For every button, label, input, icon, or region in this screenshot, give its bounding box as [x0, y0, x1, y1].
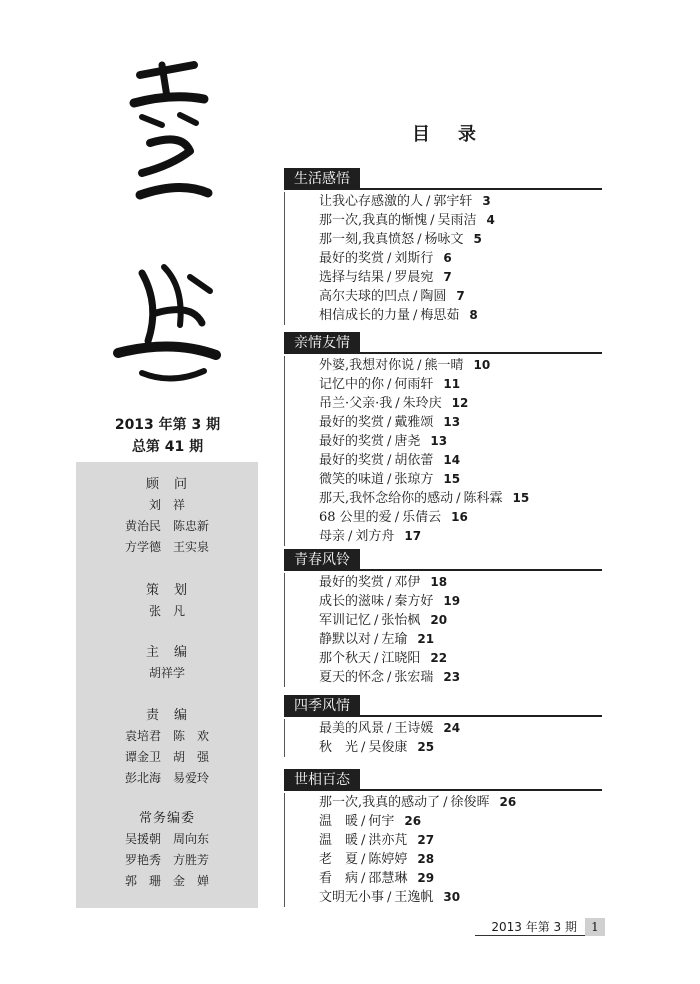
entry-author: 陶圆 — [420, 289, 447, 304]
staff-group-chief-editor — [76, 642, 258, 684]
entry-page: 26 — [404, 814, 422, 828]
entry-title: 秋 光 — [319, 740, 359, 755]
entry-title: 母亲 — [319, 529, 346, 544]
entry-page: 3 — [482, 194, 491, 208]
entry-list — [284, 192, 602, 325]
staff-names: 罗艳秀 方胜芳 — [124, 853, 209, 867]
toc-entry[interactable] — [319, 230, 602, 249]
toc-entry[interactable] — [319, 375, 602, 394]
entry-separator: / — [387, 453, 392, 468]
toc-heading — [412, 120, 504, 146]
entry-page: 21 — [417, 632, 435, 646]
entry-title: 记忆中的你 — [319, 377, 385, 392]
entry-separator: / — [387, 377, 392, 392]
entry-list — [284, 573, 602, 687]
toc-heading-char: 录 — [458, 124, 478, 145]
entry-list — [284, 793, 602, 907]
entry-title: 文明无小事 — [319, 890, 385, 905]
entry-separator: / — [361, 740, 366, 755]
toc-entry[interactable] — [319, 611, 602, 630]
entry-author: 熊一晴 — [424, 358, 464, 373]
footer-rule — [475, 935, 585, 936]
entry-separator: / — [374, 613, 379, 628]
entry-title: 吊兰·父亲·我 — [319, 396, 393, 411]
entry-author: 朱玲庆 — [402, 396, 442, 411]
entry-author: 王诗媛 — [394, 721, 434, 736]
entry-page: 29 — [417, 871, 435, 885]
staff-group-advisors — [76, 474, 258, 558]
entry-page: 15 — [512, 491, 530, 505]
entry-separator: / — [413, 308, 418, 323]
entry-title: 最好的奖赏 — [319, 575, 385, 590]
entry-title: 让我心存感激的人 — [319, 194, 424, 209]
entry-page: 28 — [417, 852, 435, 866]
entry-author: 张怡枫 — [381, 613, 421, 628]
section-header — [282, 332, 602, 354]
entry-separator: / — [417, 358, 422, 373]
toc-entry[interactable] — [319, 356, 602, 375]
entry-separator: / — [361, 871, 366, 886]
entry-title: 看 病 — [319, 871, 359, 886]
issue-number: 2013 年第 3 期 — [114, 417, 221, 433]
entry-title: 选择与结果 — [319, 270, 385, 285]
entry-title: 温 暖 — [319, 814, 359, 829]
entry-title: 那天,我怀念给你的感动 — [319, 491, 454, 506]
entry-author: 陈科霖 — [463, 491, 503, 506]
entry-page: 19 — [443, 594, 461, 608]
entry-title: 静默以对 — [319, 632, 372, 647]
entry-separator: / — [426, 194, 431, 209]
entry-title: 微笑的味道 — [319, 472, 385, 487]
entry-author: 左瑜 — [381, 632, 408, 647]
entry-title: 军训记忆 — [319, 613, 372, 628]
entry-author: 王逸帆 — [394, 890, 434, 905]
entry-page: 15 — [443, 472, 461, 486]
toc-entry[interactable] — [319, 831, 602, 850]
toc-entry[interactable] — [319, 812, 602, 831]
page-footer — [475, 918, 605, 936]
entry-separator: / — [374, 632, 379, 647]
entry-page: 5 — [473, 232, 482, 246]
entry-author: 刘方舟 — [355, 529, 395, 544]
entry-title: 最美的风景 — [319, 721, 385, 736]
entry-page: 17 — [404, 529, 422, 543]
page-number: 1 — [585, 918, 605, 936]
toc-entry[interactable] — [319, 508, 602, 527]
toc-section — [282, 168, 602, 325]
toc-entry[interactable] — [319, 850, 602, 869]
entry-author: 戴雅颂 — [394, 415, 434, 430]
toc-entry[interactable] — [319, 192, 602, 211]
toc-entry[interactable] — [319, 306, 602, 325]
entry-separator: / — [395, 396, 400, 411]
section-header — [282, 168, 602, 190]
entry-page: 12 — [451, 396, 469, 410]
toc-entry[interactable] — [319, 249, 602, 268]
staff-group-title: 顾 问 — [145, 477, 188, 492]
entry-author: 刘斯行 — [394, 251, 434, 266]
issue-info — [80, 414, 255, 458]
toc-entry[interactable] — [319, 592, 602, 611]
entry-list — [284, 719, 602, 757]
toc-entry[interactable] — [319, 489, 602, 508]
entry-author: 胡依蕾 — [394, 453, 434, 468]
entry-title: 外婆,我想对你说 — [319, 358, 415, 373]
entry-author: 梅思茹 — [420, 308, 460, 323]
entry-title: 高尔夫球的凹点 — [319, 289, 411, 304]
toc-entry[interactable] — [319, 470, 602, 489]
entry-separator: / — [387, 575, 392, 590]
entry-author: 秦方好 — [394, 594, 434, 609]
entry-author: 罗晨宛 — [394, 270, 434, 285]
entry-separator: / — [361, 814, 366, 829]
entry-separator: / — [374, 651, 379, 666]
entry-separator: / — [361, 833, 366, 848]
toc-entry[interactable] — [319, 630, 602, 649]
entry-title: 成长的滋味 — [319, 594, 385, 609]
section-label: 亲情友情 — [284, 332, 360, 354]
entry-title: 夏天的怀念 — [319, 670, 385, 685]
entry-separator: / — [387, 472, 392, 487]
entry-separator: / — [413, 289, 418, 304]
section-header — [282, 769, 602, 791]
entry-page: 10 — [473, 358, 491, 372]
entry-separator: / — [430, 213, 435, 228]
entry-title: 最好的奖赏 — [319, 415, 385, 430]
entry-page: 24 — [443, 721, 461, 735]
entry-author: 邵慧琳 — [368, 871, 408, 886]
entry-author: 邓伊 — [394, 575, 421, 590]
entry-page: 23 — [443, 670, 461, 684]
entry-title: 68 公里的爱 — [319, 510, 392, 525]
staff-names: 方学德 王实泉 — [124, 540, 209, 554]
staff-names: 郭 珊 金 婵 — [124, 874, 209, 888]
entry-author: 郭宇轩 — [433, 194, 473, 209]
entry-page: 20 — [430, 613, 448, 627]
footer-issue-text: 2013 年第 3 期 — [491, 920, 577, 934]
entry-page: 27 — [417, 833, 435, 847]
entry-separator: / — [417, 232, 422, 247]
entry-page: 25 — [417, 740, 435, 754]
entry-title: 相信成长的力量 — [319, 308, 411, 323]
entry-page: 13 — [430, 434, 448, 448]
entry-title: 最好的奖赏 — [319, 434, 385, 449]
staff-names: 彭北海 易爱玲 — [124, 771, 209, 785]
toc-entry[interactable] — [319, 793, 602, 812]
staff-names: 胡祥学 — [148, 666, 185, 680]
entry-author: 吴雨洁 — [437, 213, 477, 228]
entry-page: 22 — [430, 651, 448, 665]
entry-author: 洪亦芃 — [368, 833, 408, 848]
toc-section — [282, 769, 602, 907]
staff-group-standing-committee — [76, 808, 258, 892]
section-header — [282, 549, 602, 571]
entry-page: 8 — [469, 308, 478, 322]
toc-heading-char: 目 — [412, 124, 432, 145]
entry-page: 14 — [443, 453, 461, 467]
entry-separator: / — [387, 670, 392, 685]
staff-names: 张 凡 — [148, 604, 185, 618]
section-label: 青春风铃 — [284, 549, 360, 571]
toc-entry[interactable] — [319, 211, 602, 230]
entry-page: 11 — [443, 377, 461, 391]
toc-entry[interactable] — [319, 432, 602, 451]
toc-entry[interactable] — [319, 573, 602, 592]
total-issue-number: 总第 41 期 — [131, 439, 204, 455]
entry-separator: / — [348, 529, 353, 544]
entry-separator: / — [394, 510, 400, 525]
staff-names: 谭金卫 胡 强 — [124, 750, 209, 764]
entry-author: 唐尧 — [394, 434, 421, 449]
entry-separator: / — [387, 594, 392, 609]
toc-section — [282, 695, 602, 757]
entry-separator: / — [387, 415, 392, 430]
staff-group-title: 责 编 — [145, 708, 188, 723]
masthead-logo — [112, 55, 222, 395]
toc-entry[interactable] — [319, 869, 602, 888]
section-label: 四季风情 — [284, 695, 360, 717]
entry-separator: / — [456, 491, 461, 506]
toc-entry[interactable] — [319, 649, 602, 668]
entry-page: 13 — [443, 415, 461, 429]
toc-entry[interactable] — [319, 668, 602, 687]
entry-separator: / — [387, 721, 392, 736]
toc-entry[interactable] — [319, 268, 602, 287]
staff-group-title: 常务编委 — [138, 811, 195, 826]
section-header — [282, 695, 602, 717]
staff-names: 刘 祥 — [148, 498, 185, 512]
toc-section — [282, 332, 602, 546]
entry-page: 26 — [499, 795, 517, 809]
entry-separator: / — [387, 251, 392, 266]
staff-group-title: 主 编 — [145, 645, 188, 660]
entry-title: 那一刻,我真愤怒 — [319, 232, 415, 247]
section-label: 生活感悟 — [284, 168, 360, 190]
toc-section — [282, 549, 602, 687]
entry-title: 那个秋天 — [319, 651, 372, 666]
entry-page: 18 — [430, 575, 448, 589]
entry-page: 30 — [443, 890, 461, 904]
staff-group-title: 策 划 — [145, 583, 188, 598]
entry-separator: / — [387, 434, 392, 449]
entry-title: 温 暖 — [319, 833, 359, 848]
entry-separator: / — [443, 795, 448, 810]
entry-page: 6 — [443, 251, 452, 265]
entry-separator: / — [361, 852, 366, 867]
entry-list — [284, 356, 602, 546]
entry-title: 老 夏 — [319, 852, 359, 867]
toc-entry[interactable] — [319, 738, 602, 757]
toc-entry[interactable] — [319, 888, 602, 907]
entry-author: 张琼方 — [394, 472, 434, 487]
staff-names: 黄治民 陈忠新 — [124, 519, 209, 533]
toc-entry[interactable] — [319, 527, 602, 546]
entry-author: 江晓阳 — [381, 651, 421, 666]
entry-author: 张宏瑞 — [394, 670, 434, 685]
entry-separator: / — [387, 890, 392, 905]
entry-title: 最好的奖赏 — [319, 453, 385, 468]
section-label: 世相百态 — [284, 769, 360, 791]
editorial-staff-box — [76, 462, 258, 908]
entry-author: 徐俊晖 — [450, 795, 490, 810]
entry-page: 4 — [486, 213, 495, 227]
entry-author: 吴俊康 — [368, 740, 408, 755]
staff-group-planning — [76, 580, 258, 622]
entry-author: 杨咏文 — [424, 232, 464, 247]
staff-group-editors — [76, 705, 258, 789]
toc-entry[interactable] — [319, 394, 602, 413]
entry-author: 何宇 — [368, 814, 395, 829]
toc-entry[interactable] — [319, 719, 602, 738]
entry-author: 陈婷婷 — [368, 852, 408, 867]
toc-entry[interactable] — [319, 287, 602, 306]
staff-names: 袁培君 陈 欢 — [124, 729, 209, 743]
entry-author: 乐倩云 — [402, 510, 442, 525]
entry-page: 7 — [443, 270, 452, 284]
entry-page: 16 — [451, 510, 468, 524]
entry-title: 那一次,我真的惭愧 — [319, 213, 428, 228]
entry-separator: / — [387, 270, 392, 285]
entry-author: 何雨轩 — [394, 377, 434, 392]
entry-page: 7 — [456, 289, 465, 303]
entry-title: 那一次,我真的感动了 — [319, 795, 441, 810]
staff-names: 吴援朝 周向东 — [124, 832, 209, 846]
toc-entry[interactable] — [319, 451, 602, 470]
toc-entry[interactable] — [319, 413, 602, 432]
entry-title: 最好的奖赏 — [319, 251, 385, 266]
